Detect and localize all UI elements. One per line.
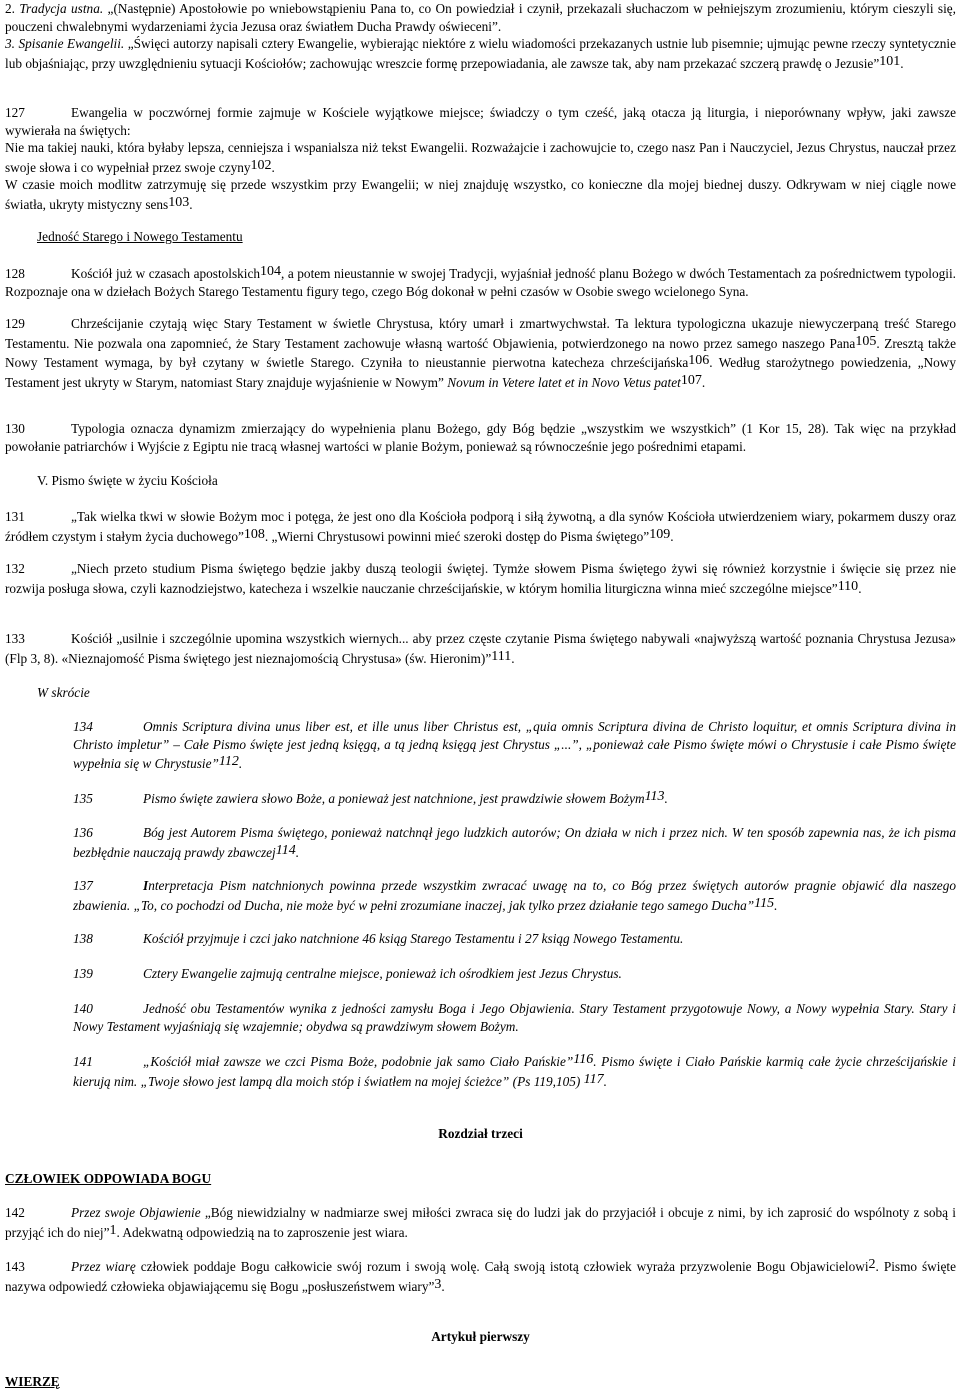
summary-141: [5, 1051, 956, 1090]
footnote-ref: 112: [218, 754, 239, 769]
label-tradition: Tradycja ustna.: [19, 1, 104, 16]
paragraph-131: 131 „Tak wielka tkwi w słowie Bożym moc i potęga, że jest ono dla Kościoła podporą i siłą żywotną, a dla synów Kościoła utwierdzeniem wiary, pokarmem duszy oraz źródłem czystym i stałym życia duchowego”108. „Wierni Chrystusowi powinni mieć szeroki dostęp do Pisma świętego”109.: [5, 509, 956, 544]
heading-scripture-life: V. Pismo święte w życiu Kościoła: [37, 473, 218, 488]
footnote-ref: 102: [250, 157, 272, 173]
summary-list: [5, 718, 956, 773]
paragraph-number: 129: [5, 316, 25, 331]
paragraph-137: 137 Interpretacja Pism natchnionych powinna przede wszystkim zwracać uwagę na to, co Bóg przez świętych autorów pragnie objawić dla naszego zbawienia. „To, co pochodzi od Ducha, nie może być w pełni zrozumiane inaczej, jak tylko przez działanie tego samego Ducha”115.: [73, 878, 956, 913]
paragraph-136: 136 Bóg jest Autorem Pisma świętego, ponieważ natchnął jego ludzkich autorów; On działa w nich i przez nich. W ten sposób zapewnia nas, że ich pisma bezbłędnie nauczają prawdy zbawczej114.: [73, 825, 956, 860]
footnote-ref: 116: [573, 1052, 594, 1067]
footnote-ref: 109: [649, 526, 671, 542]
summary-136: [5, 824, 956, 861]
paragraph-number: 135: [73, 791, 93, 806]
paragraph-number: 139: [73, 966, 93, 981]
paragraph-133: 133 Kościół „usilnie i szczególnie upomina wszystkich wiernych... aby przez częste czytanie Pisma świętego nabywali «najwyższą wartość poznania Chrystusa Jezusa» (Flp 3, 8). «Nieznajomość Pisma świętego jest nieznajomością Chrystusa» (św. Hieronim)”111.: [5, 631, 956, 666]
footnote-ref: 105: [855, 333, 877, 349]
label-writing: 3. Spisanie Ewangelii.: [5, 36, 125, 51]
footnote-ref: 3: [434, 1276, 442, 1292]
paragraph-130: 130 Typologia oznacza dynamizm zmierzający do wypełnienia planu Bożego, gdy Bóg będzie „wszystkim we wszystkich” (1 Kor 15, 28). Tak więc na przykład powołanie patriarchów i Wyjście z Egiptu nie tracą własnej wartości w planie Bożym, ponieważ są równocześnie jego pośrednimi etapami.: [5, 421, 956, 454]
footnote-ref: 106: [688, 353, 710, 368]
footnote-ref: 101: [879, 53, 901, 69]
section-title-i-believe: WIERZĘ: [5, 1374, 60, 1389]
paragraph-139: 139 Cztery Ewangelie zajmują centralne miejsce, ponieważ ich ośrodkiem jest Jezus Chrystus.: [73, 966, 622, 981]
paragraph-number: 141: [73, 1054, 93, 1069]
paragraph-143: 143 Przez wiarę człowiek poddaje Bogu całkowicie swój rozum i swoją wolę. Całą swoją istotą człowiek wyraża przyzwolenie Bogu Objawicielowi2. Pismo święte nazywa odpowiedź człowieka objawiającemu się Bogu „posłuszeństwem wiary”3.: [5, 1257, 956, 1294]
summary-139: [5, 965, 956, 983]
paragraph-134: 134 Omnis Scriptura divina unus liber est, et ille unus liber Christus est, „quia omnis Scriptura divina de Christo loquitur, et omnis Scriptura divina in Christo impletur” – Całe Pismo święte jest jedną księgą, a tą jedną księgą jest Chrystus „...”, „ponieważ całe Pismo święte mówi o Chrystusie i całe Pismo święte wypełnia się w Chrystusie”112.: [73, 719, 956, 771]
summary-137: [5, 877, 956, 914]
paragraph-number: 132: [5, 561, 25, 576]
latin-quote: Novum in Vetere latet et in Novo Vetus patet: [447, 374, 681, 390]
section-title-man-responds: CZŁOWIEK ODPOWIADA BOGU: [5, 1171, 212, 1186]
intro-tradition: 2. Tradycja ustna. „(Następnie) Apostołowie po wniebowstąpieniu Pana to, co On powiedział i czynił, przekazali słuchaczom w pełniejszym zrozumieniu, którym cieszyli się, pouczeni chwalebnymi wydarzeniami życia Jezusa oraz światłem Ducha Prawdy oświeceni”.: [5, 1, 956, 34]
summary-138: [5, 930, 956, 948]
paragraph-number: 133: [5, 631, 25, 646]
paragraph-number: 127: [5, 105, 25, 120]
summary-label: W skrócie: [37, 685, 90, 700]
paragraph-number: 131: [5, 509, 25, 524]
footnote-ref: 107: [680, 372, 702, 388]
footnote-ref: 114: [275, 842, 296, 858]
paragraph-140: 140 Jedność obu Testamentów wynika z jedności zamysłu Boga i Jego Objawienia. Stary Testament przygotowuje Nowy, a Nowy wypełnia Stary. Stary i Nowy Testament wyjaśniają się wzajemnie; obydwa są prawdziwym słowem Bożym.: [73, 1001, 956, 1034]
paragraph-132: 132 „Niech przeto studium Pisma świętego będzie jakby duszą teologii świętej. Tymże słowem Pisma świętego żywi się również korzystnie i święcie się przez nie rozwija posługa słowa, czyli kaznodziejstwo, katecheza i wszelkie nauczanie chrześcijańskie, w którym homilia liturgiczna winna mieć szczególne miejsce”110.: [5, 561, 956, 596]
footnote-ref: 117: [583, 1071, 604, 1087]
paragraph-number: 138: [73, 931, 93, 946]
paragraph-127: 127 Ewangelia w poczwórnej formie zajmuje w Kościele wyjątkowe miejsce; świadczy o tym cześć, jaką otacza ją liturgia, i nieporównany wpływ, jaki zawsze wywierała na świętych: Nie ma takiej nauki, która byłaby lepsza, cenniejsza i wspanialsza niż tekst Ewangelii. Rozważajcie i zachowujcie to, czego nasz Pan i Nauczyciel, Jezus Chrystus, nauczał przez swoje słowa i co wypełniał przez swoje czyny102. W czasie moich modlitw zatrzymuję się przede wszystkim przy Ewangelii; w niej znajduję wszystko, co konieczne dla mojej biednej duszy. Odkrywam w niej ciągle nowe światła, ukryty mistyczny sens103.: [5, 105, 956, 212]
intro-writing: 3. Spisanie Ewangelii. „Święci autorzy napisali cztery Ewangelie, wybierając niektóre z wielu wiadomości przekazanych ustnie lub pisemnie; ujmując pewne rzeczy syntetycznie lub objaśniając, przy uwzględnieniu sytuacji Kościołów; zachowując wreszcie formę przepowiadania, ale zawsze tak, aby nam przekazać szczerą prawdę o Jezusie”101.: [5, 36, 956, 71]
paragraph-number: 137: [73, 878, 93, 893]
paragraph-number: 140: [73, 1001, 93, 1016]
paragraph-141: 141 „Kościół miał zawsze we czci Pisma Boże, podobnie jak samo Ciało Pańskie”116. Pismo święte i Ciało Pańskie karmią całe życie chrześcijańskie i kierują nim. „Twoje słowo jest lampą dla moich stóp i światłem na mojej ścieżce” (Ps 119,105) 117.: [73, 1052, 956, 1089]
article-title: Artykuł pierwszy: [431, 1329, 530, 1344]
paragraph-number: 128: [5, 266, 25, 281]
paragraph-number: 130: [5, 421, 25, 436]
footnote-ref: 1: [109, 1222, 117, 1238]
paragraph-number: 134: [73, 719, 93, 734]
footnote-ref: 103: [168, 194, 190, 210]
footnote-ref: 111: [491, 648, 512, 664]
heading-unity-testaments: Jedność Starego i Nowego Testamentu: [37, 229, 243, 244]
summary-140: [5, 1000, 956, 1035]
paragraph-128: 128 Kościół już w czasach apostolskich104, a potem nieustannie w swojej Tradycji, wyjaśniał jedność planu Bożego w dwóch Testamentach za pośrednictwem typologii. Rozpoznaje ona w dziełach Bożych Starego Testamentu figury tego, czego Bóg dokonał w pełni czasów w Osobie swego wcielonego Syna.: [5, 264, 956, 299]
paragraph-135: 135 Pismo święte zawiera słowo Boże, a ponieważ jest natchnione, jest prawdziwie słowem Bożym113.: [73, 789, 668, 806]
paragraph-129: 129 Chrześcijanie czytają więc Stary Testament w świetle Chrystusa, który umarł i zmartwychwstał. Ta lektura typologiczna ukazuje niewyczerpaną treść Starego Testamentu. Nie pozwala ona zapomnieć, że Stary Testament zachowuje własną wartość Objawienia, potwierdzonego na nowo przez samego naszego Pana105. Zresztą także Nowy Testament wymaga, by był czytany w świetle Starego. Czyniła to nieustannie pierwotna katecheza chrześcijańska106. Według starożytnego powiedzenia, „Nowy Testament jest ukryty w Starym, natomiast Stary znajduje wyjaśnienie w Nowym” Novum in Vetere latet et in Novo Vetus patet107.: [5, 316, 956, 390]
paragraph-number: 142: [5, 1205, 25, 1220]
summary-135: [5, 788, 956, 808]
footnote-ref: 2: [868, 1257, 876, 1272]
footnote-ref: 115: [754, 895, 775, 911]
paragraph-number: 136: [73, 825, 93, 840]
footnote-ref: 113: [644, 789, 665, 804]
paragraph-142: 142 Przez swoje Objawienie „Bóg niewidzialny w nadmiarze swej miłości zwraca się do ludzi jak do przyjaciół i obcuje z nimi, by ich zaprosić do wspólnoty z sobą i przyjąć ich do niej”1. Adekwatną odpowiedzią na to zaproszenie jest wiara.: [5, 1205, 956, 1240]
paragraph-number: 143: [5, 1259, 25, 1274]
footnote-ref: 104: [260, 264, 282, 279]
footnote-ref: 110: [837, 578, 859, 594]
chapter-title: Rozdział trzeci: [438, 1126, 523, 1141]
paragraph-138: 138 Kościół przyjmuje i czci jako natchnione 46 ksiąg Starego Testamentu i 27 ksiąg Nowego Testamentu.: [73, 931, 684, 946]
footnote-ref: 108: [243, 526, 265, 542]
